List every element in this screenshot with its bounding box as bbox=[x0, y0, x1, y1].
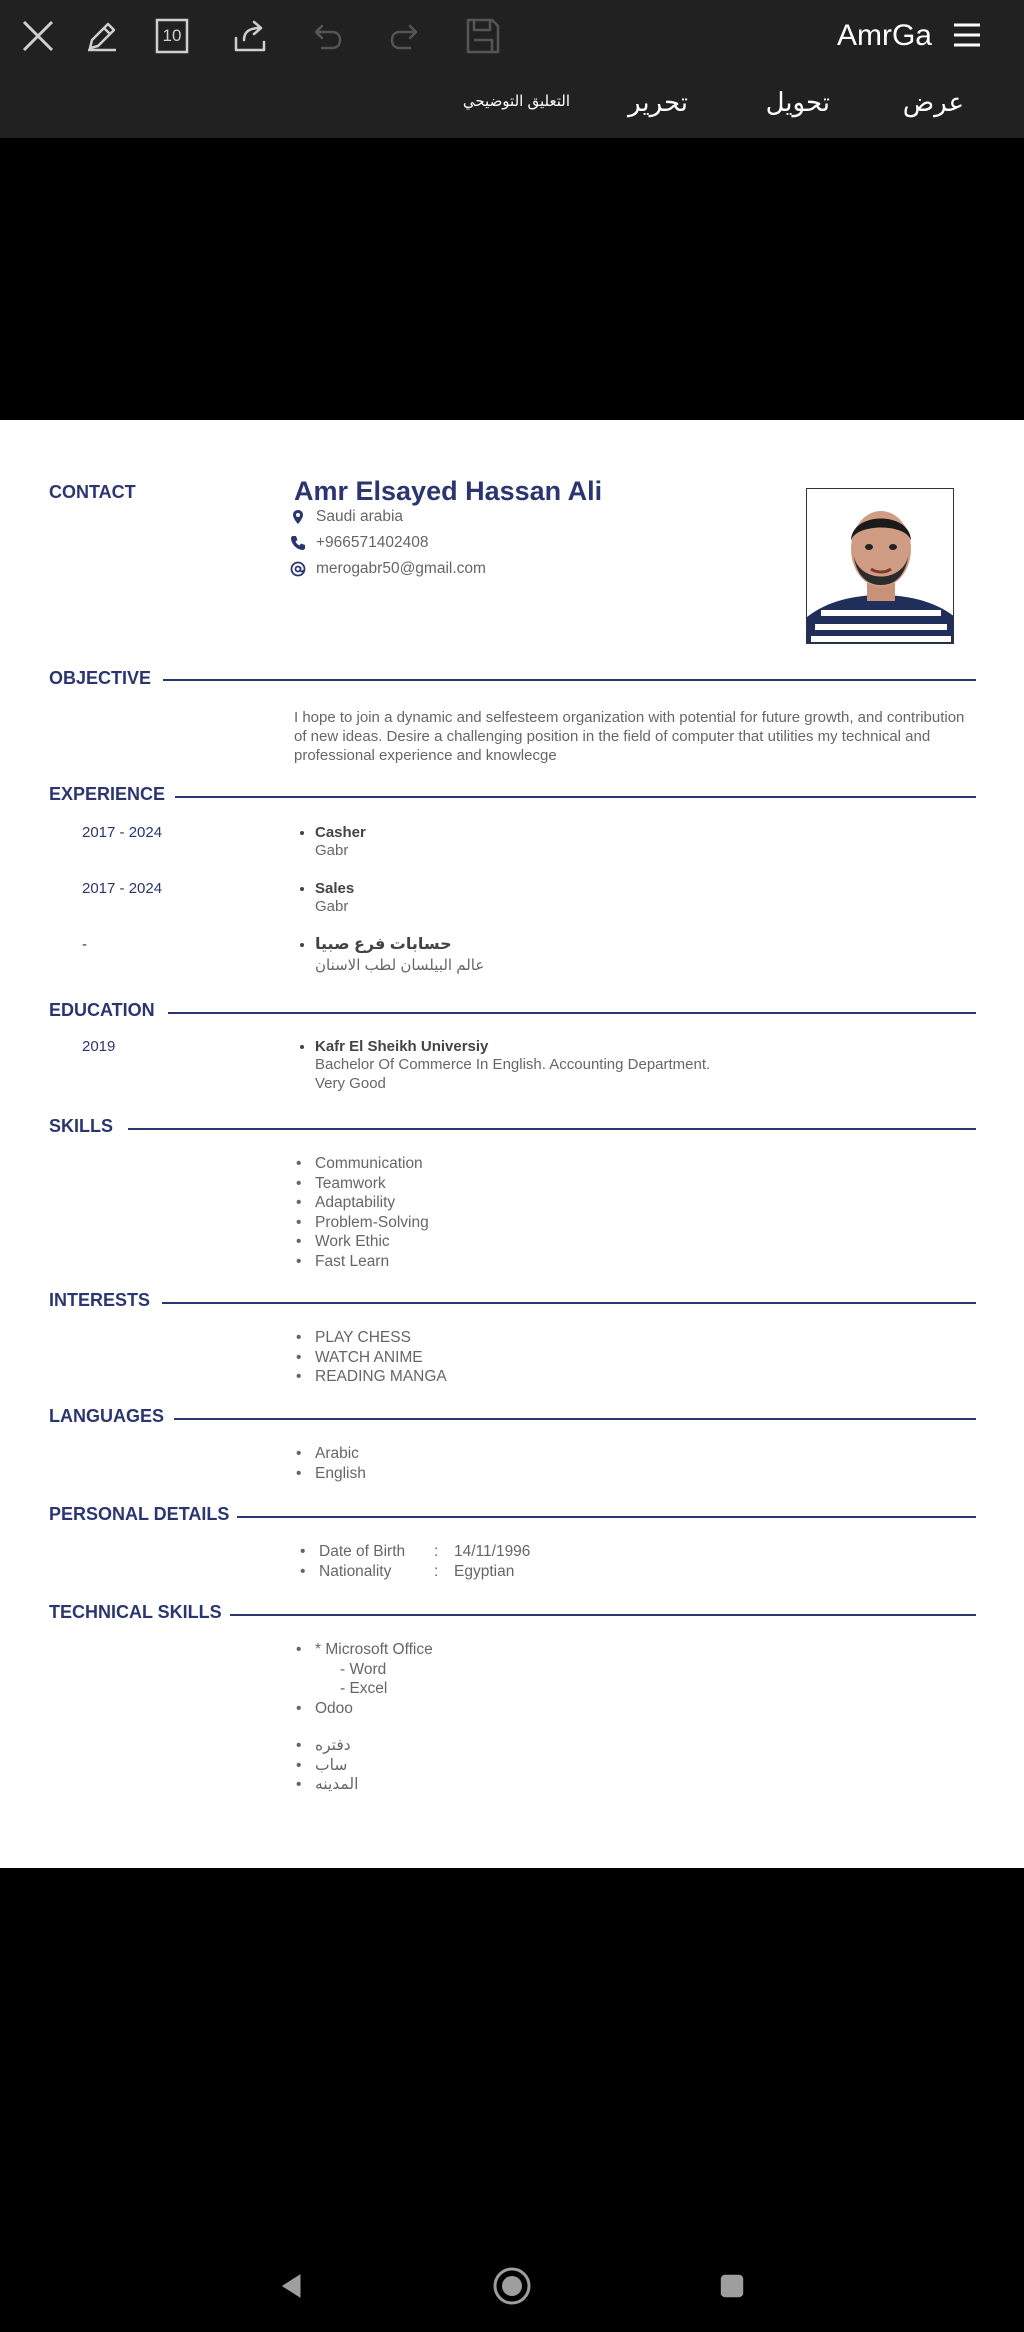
heading-personal-details: PERSONAL DETAILS bbox=[49, 1504, 230, 1524]
document-page[interactable] bbox=[0, 420, 1024, 1868]
nationality-value: Egyptian bbox=[454, 1562, 515, 1580]
education-grade: Very Good bbox=[315, 1075, 386, 1092]
location-text: Saudi arabia bbox=[316, 508, 404, 525]
heading-skills: SKILLS bbox=[49, 1116, 114, 1136]
list-item: • Communication bbox=[294, 1154, 429, 1174]
heading-experience: EXPERIENCE bbox=[49, 784, 166, 804]
experience-company: Gabr bbox=[315, 898, 349, 915]
experience-entry bbox=[294, 934, 484, 975]
divider bbox=[174, 1418, 976, 1420]
resume-name: Amr Elsayed Hassan Ali bbox=[294, 476, 603, 506]
undo-icon[interactable] bbox=[306, 14, 350, 58]
list-item: • PLAY CHESS bbox=[294, 1328, 447, 1348]
heading-technical-skills: TECHNICAL SKILLS bbox=[49, 1602, 222, 1622]
top-toolbar bbox=[0, 0, 1024, 138]
tab-annotate[interactable]: التعليق التوضيحي bbox=[462, 93, 570, 110]
location-pin-icon bbox=[290, 509, 306, 525]
colon: : bbox=[434, 1543, 439, 1560]
education-year: 2019 bbox=[82, 1038, 116, 1055]
at-sign-icon bbox=[290, 561, 306, 577]
nationality-label: • Nationality bbox=[319, 1562, 392, 1580]
page-count-icon[interactable] bbox=[150, 14, 194, 58]
divider bbox=[168, 1012, 976, 1014]
profile-photo bbox=[806, 488, 954, 644]
menu-icon[interactable] bbox=[950, 18, 984, 52]
list-item: - Word bbox=[340, 1660, 387, 1678]
dob-value: 14/11/1996 bbox=[454, 1543, 531, 1560]
share-icon[interactable] bbox=[228, 14, 272, 58]
heading-objective: OBJECTIVE bbox=[49, 668, 152, 688]
nationality-row bbox=[298, 1562, 530, 1582]
phone-text: +966571402408 bbox=[316, 534, 429, 551]
list-item: • دفتره bbox=[294, 1736, 358, 1756]
list-item: • READING MANGA bbox=[294, 1367, 447, 1387]
phone-icon bbox=[290, 535, 306, 551]
education-school: Kafr El Sheikh Universiy bbox=[315, 1038, 489, 1055]
pen-icon[interactable] bbox=[80, 14, 124, 58]
experience-title: Sales bbox=[315, 880, 355, 897]
list-item: - Excel bbox=[340, 1680, 388, 1697]
list-item: • المدينه bbox=[294, 1775, 358, 1795]
divider bbox=[175, 796, 976, 798]
experience-entry bbox=[294, 880, 354, 916]
contact-location bbox=[290, 508, 403, 526]
tab-edit[interactable]: تحرير bbox=[628, 87, 688, 117]
list-item: • Problem-Solving bbox=[294, 1213, 429, 1233]
list-item: • Fast Learn bbox=[294, 1252, 429, 1272]
divider bbox=[163, 679, 976, 681]
experience-title: Casher bbox=[315, 824, 366, 841]
list-item: • Teamwork bbox=[294, 1174, 429, 1194]
tab-convert[interactable]: تحويل bbox=[765, 87, 830, 117]
skills-list bbox=[294, 1154, 429, 1271]
tab-view[interactable]: عرض bbox=[902, 87, 964, 117]
divider bbox=[162, 1302, 976, 1304]
education-degree: Bachelor Of Commerce In English. Accounting Department. bbox=[315, 1056, 711, 1073]
technical-skills-list bbox=[294, 1640, 433, 1718]
experience-company: Gabr bbox=[315, 842, 349, 859]
list-item: • WATCH ANIME bbox=[294, 1348, 447, 1368]
divider bbox=[128, 1128, 976, 1130]
interests-list bbox=[294, 1328, 447, 1387]
experience-title: حسابات فرع صبيا bbox=[315, 936, 452, 953]
divider bbox=[230, 1614, 976, 1616]
list-item: • English bbox=[294, 1464, 366, 1484]
divider bbox=[237, 1516, 976, 1518]
list-item: • Work Ethic bbox=[294, 1232, 429, 1252]
heading-education: EDUCATION bbox=[49, 1000, 155, 1020]
redo-icon[interactable] bbox=[382, 14, 426, 58]
close-icon[interactable] bbox=[16, 14, 60, 58]
recents-icon[interactable] bbox=[708, 2262, 756, 2310]
list-item: • Arabic bbox=[294, 1444, 366, 1464]
heading-contact: CONTACT bbox=[49, 482, 136, 502]
experience-company: عالم البيلسان لطب الاسنان bbox=[315, 957, 485, 974]
document-title: AmrGa bbox=[836, 19, 932, 52]
email-text: merogabr50@gmail.com bbox=[316, 560, 486, 577]
list-item: • Adaptability bbox=[294, 1193, 429, 1213]
list-item: • Odoo bbox=[294, 1699, 433, 1719]
page-count: 10 bbox=[162, 26, 182, 45]
experience-dates: 2017 - 2024 bbox=[82, 824, 163, 841]
technical-skills-list-arabic bbox=[294, 1736, 358, 1795]
home-icon[interactable] bbox=[488, 2262, 536, 2310]
back-icon[interactable] bbox=[268, 2262, 316, 2310]
list-item: • * Microsoft Office bbox=[294, 1640, 433, 1660]
save-icon[interactable] bbox=[460, 14, 504, 58]
heading-interests: INTERESTS bbox=[49, 1290, 151, 1310]
contact-phone bbox=[290, 534, 429, 552]
education-entry bbox=[294, 1038, 710, 1093]
system-nav-bar bbox=[0, 2240, 1024, 2332]
colon: : bbox=[434, 1562, 439, 1580]
personal-details-list bbox=[298, 1542, 530, 1581]
languages-list bbox=[294, 1444, 366, 1483]
list-item: • ساب bbox=[294, 1756, 358, 1776]
dob-label: • Date of Birth bbox=[319, 1543, 406, 1560]
contact-email bbox=[290, 560, 486, 578]
objective-text: I hope to join a dynamic and selfesteem organization with potential for future growth, and contribution of new ideas. Desire a challenging position in the field of computer that utilities my technical and professional experience and knowlecge bbox=[294, 709, 965, 764]
experience-dates: - bbox=[82, 936, 87, 953]
dob-row bbox=[298, 1542, 530, 1562]
experience-entry bbox=[294, 824, 366, 860]
heading-languages: LANGUAGES bbox=[49, 1406, 165, 1426]
experience-dates: 2017 - 2024 bbox=[82, 880, 163, 897]
toolbar-tabs bbox=[0, 80, 1024, 124]
